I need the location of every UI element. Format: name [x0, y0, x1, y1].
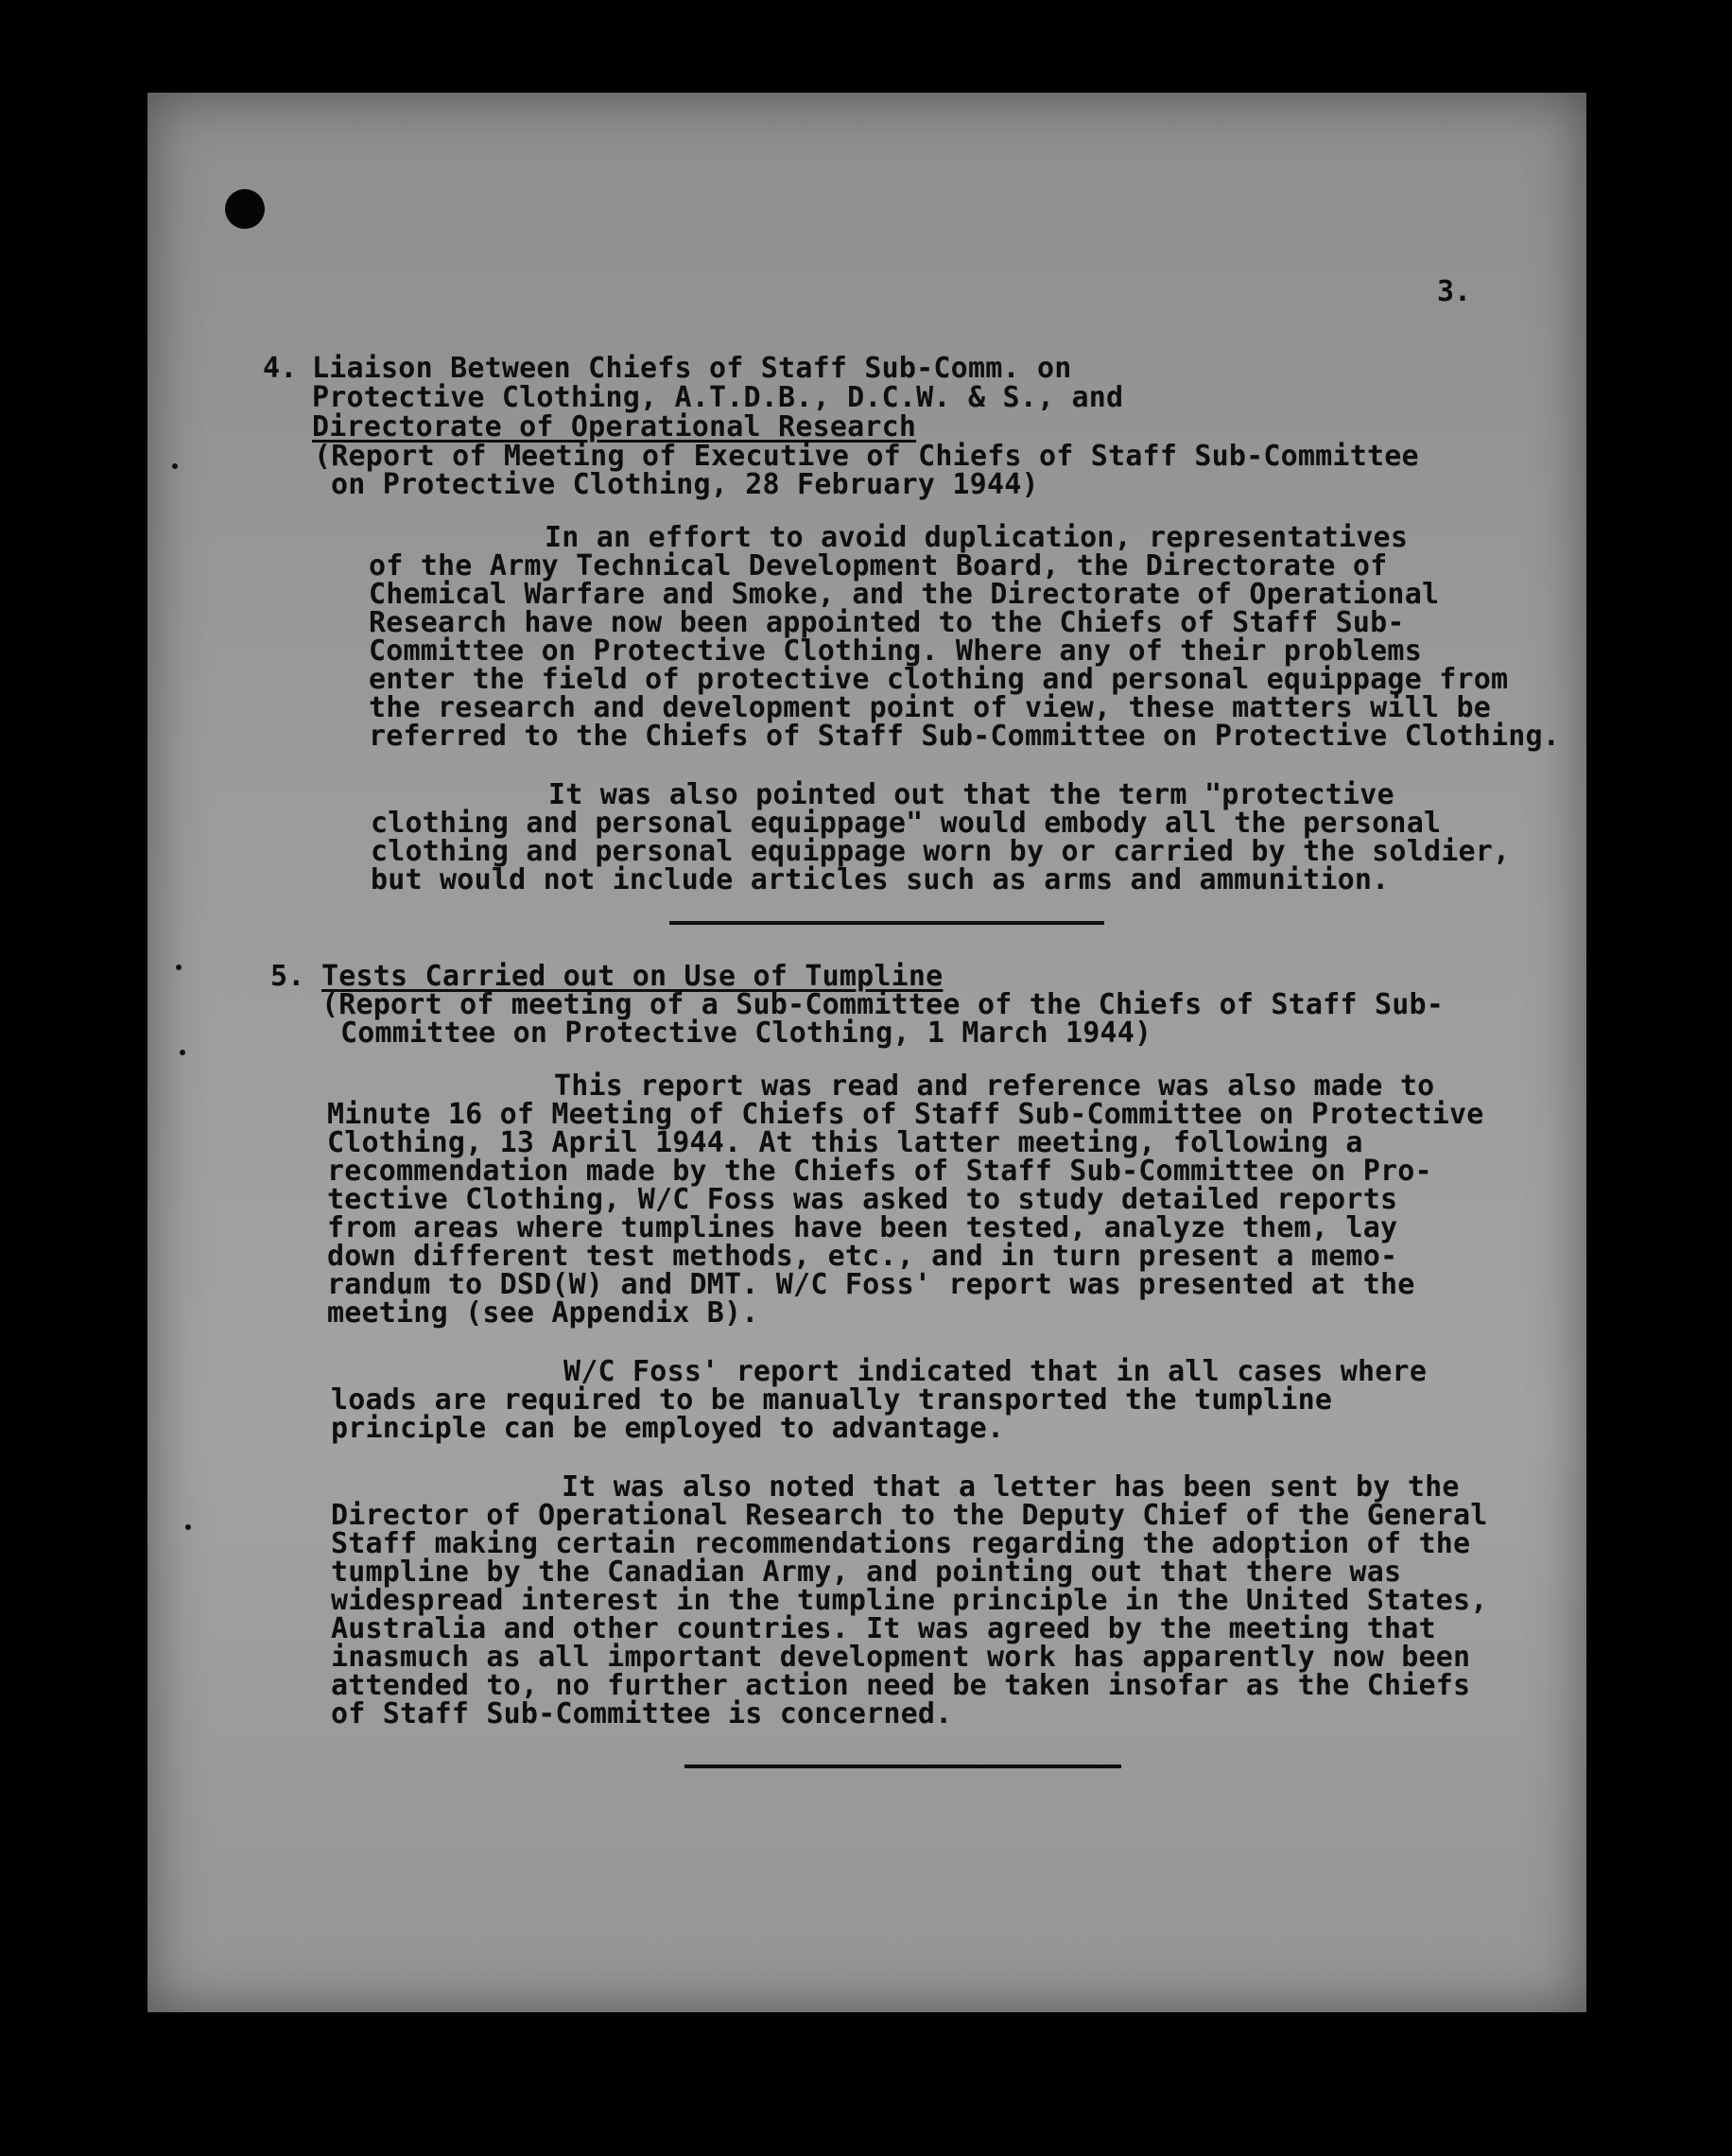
item-title: Directorate of Operational Research: [312, 410, 917, 443]
item-number: 5.: [270, 960, 305, 993]
margin-mark: [185, 1524, 191, 1530]
paragraph-line: of the Army Technical Development Board, the Directorate of: [369, 549, 1388, 582]
paragraph-line: recommendation made by the Chiefs of Staff Sub-Committee on Pro-: [327, 1155, 1432, 1188]
paragraph-line: It was also noted that a letter has been sent by the: [562, 1470, 1460, 1504]
paragraph-line: tective Clothing, W/C Foss was asked to study detailed reports: [327, 1183, 1398, 1216]
margin-mark: [180, 1050, 185, 1055]
section-divider: [669, 921, 1104, 925]
paragraph-line: inasmuch as all important development work has apparently now been: [331, 1641, 1471, 1674]
paragraph-line: of Staff Sub-Committee is concerned.: [331, 1697, 953, 1730]
paragraph-line: Director of Operational Research to the Deputy Chief of the General: [331, 1499, 1488, 1532]
document-page: [147, 93, 1586, 2012]
item-reference: on Protective Clothing, 28 February 1944): [331, 468, 1039, 501]
paragraph-line: from areas where tumplines have been tested, analyze them, lay: [327, 1211, 1398, 1244]
paragraph-line: attended to, no further action need be taken insofar as the Chiefs: [331, 1669, 1471, 1702]
paragraph-line: randum to DSD(W) and DMT. W/C Foss' report was presented at the: [327, 1268, 1415, 1301]
page-number: 3.: [1437, 275, 1472, 308]
item-reference: (Report of Meeting of Executive of Chiefs of Staff Sub-Committee: [314, 440, 1419, 473]
item-reference: Committee on Protective Clothing, 1 March 1944): [340, 1017, 1152, 1050]
paragraph-line: It was also pointed out that the term "protective: [548, 778, 1394, 811]
paragraph-line: Committee on Protective Clothing. Where any of their problems: [369, 635, 1422, 668]
paragraph-line: Minute 16 of Meeting of Chiefs of Staff Sub-Committee on Protective: [327, 1098, 1484, 1131]
punch-hole: [225, 189, 265, 229]
paragraph-line: widespread interest in the tumpline principle in the United States,: [331, 1584, 1488, 1617]
paragraph-line: Staff making certain recommendations regarding the adoption of the: [331, 1527, 1471, 1560]
item-title: Protective Clothing, A.T.D.B., D.C.W. & S., and: [312, 381, 1124, 414]
paragraph-line: W/C Foss' report indicated that in all cases where: [563, 1355, 1428, 1388]
paragraph-line: meeting (see Appendix B).: [327, 1296, 759, 1330]
paragraph-line: principle can be employed to advantage.: [331, 1412, 1005, 1445]
item-title: Tests Carried out on Use of Tumpline: [321, 960, 944, 993]
paragraph-line: clothing and personal equippage" would embody all the personal: [371, 807, 1442, 840]
paragraph-line: This report was read and reference was also made to: [554, 1069, 1435, 1103]
paragraph-line: referred to the Chiefs of Staff Sub-Committee on Protective Clothing.: [369, 720, 1561, 753]
item-reference: (Report of meeting of a Sub-Committee of the Chiefs of Staff Sub-: [321, 988, 1444, 1021]
paragraph-line: tumpline by the Canadian Army, and pointing out that there was: [331, 1556, 1402, 1589]
margin-mark: [176, 965, 182, 970]
item-number: 4.: [263, 352, 298, 385]
paragraph-line: Chemical Warfare and Smoke, and the Directorate of Operational: [369, 578, 1440, 611]
paragraph-line: enter the field of protective clothing and personal equippage from: [369, 663, 1509, 696]
margin-mark: [172, 463, 178, 469]
section-divider: [684, 1765, 1121, 1768]
paragraph-line: loads are required to be manually transported the tumpline: [331, 1383, 1333, 1417]
paragraph-line: In an effort to avoid duplication, representatives: [545, 521, 1409, 554]
paragraph-line: but would not include articles such as arms and ammunition.: [371, 863, 1390, 896]
item-title: Liaison Between Chiefs of Staff Sub-Comm. on: [312, 352, 1072, 385]
paragraph-line: down different test methods, etc., and in turn present a memo-: [327, 1240, 1398, 1273]
paragraph-line: the research and development point of view, these matters will be: [369, 691, 1491, 724]
paragraph-line: Research have now been appointed to the Chiefs of Staff Sub-: [369, 606, 1405, 639]
paragraph-line: Australia and other countries. It was agreed by the meeting that: [331, 1612, 1436, 1645]
paragraph-line: Clothing, 13 April 1944. At this latter meeting, following a: [327, 1126, 1363, 1159]
paragraph-line: clothing and personal equippage worn by or carried by the soldier,: [371, 835, 1511, 868]
